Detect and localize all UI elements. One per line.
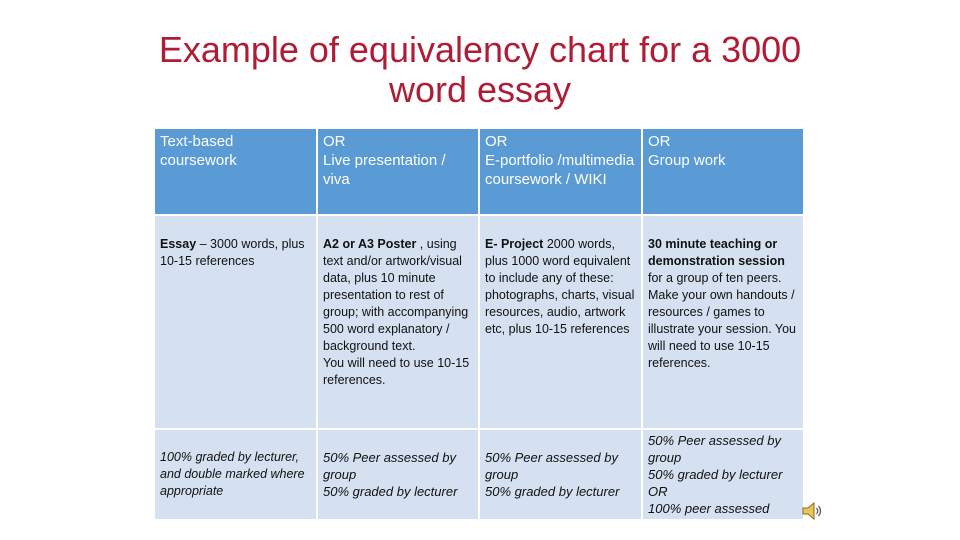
table-cell	[154, 215, 317, 429]
cell-bold-text: 30 minute teaching or demonstration session	[648, 237, 785, 268]
header-text: OR Group work	[648, 133, 726, 169]
table-row	[154, 215, 804, 429]
cell-bold-text: Essay	[160, 237, 197, 251]
cell-text: 50% Peer assessed by group 50% graded by lecturer	[323, 450, 458, 499]
cell-text: , using text and/or artwork/visual data, plus 10 minute presentation to rest of group; with accompanying 500 word explanatory / background text. You will need to use 10-15 references.	[323, 237, 470, 387]
speaker-icon[interactable]	[800, 499, 824, 523]
header-cell	[479, 128, 642, 215]
equivalency-table	[153, 127, 805, 521]
table-row	[154, 429, 804, 520]
table-cell	[479, 429, 642, 520]
table-cell	[317, 429, 479, 520]
slide-title: Example of equivalency chart for a 3000 word essay	[158, 29, 802, 110]
cell-text: for a group of ten peers. Make your own handouts / resources / games to illustrate your session. You will need to use 10-15 references.	[648, 271, 797, 370]
cell-bold-text: A2 or A3 Poster	[323, 237, 417, 251]
cell-text: 2000 words, plus 1000 word equivalent to include any of these: photographs, charts, visual resources, audio, artwork etc, plus 10-15 references	[485, 237, 635, 336]
cell-text: 50% Peer assessed by group 50% graded by lecturer OR 100% peer assessed	[648, 433, 783, 516]
header-text: OR Live presentation / viva	[323, 133, 446, 188]
cell-text: 100% graded by lecturer, and double marked where appropriate	[160, 450, 305, 498]
table-header-row	[154, 128, 804, 215]
table-cell	[479, 215, 642, 429]
header-cell	[154, 128, 317, 215]
header-text: Text-based coursework	[160, 133, 237, 169]
header-cell	[642, 128, 804, 215]
cell-text: – 3000 words, plus 10-15 references	[160, 237, 305, 268]
header-cell	[317, 128, 479, 215]
table-cell	[317, 215, 479, 429]
header-text: OR E-portfolio /multimedia coursework / WIKI	[485, 133, 635, 188]
table-cell	[154, 429, 317, 520]
cell-bold-text: E- Project	[485, 237, 544, 251]
cell-text: 50% Peer assessed by group 50% graded by lecturer	[485, 450, 620, 499]
table-cell	[642, 215, 804, 429]
table-cell	[642, 429, 804, 520]
